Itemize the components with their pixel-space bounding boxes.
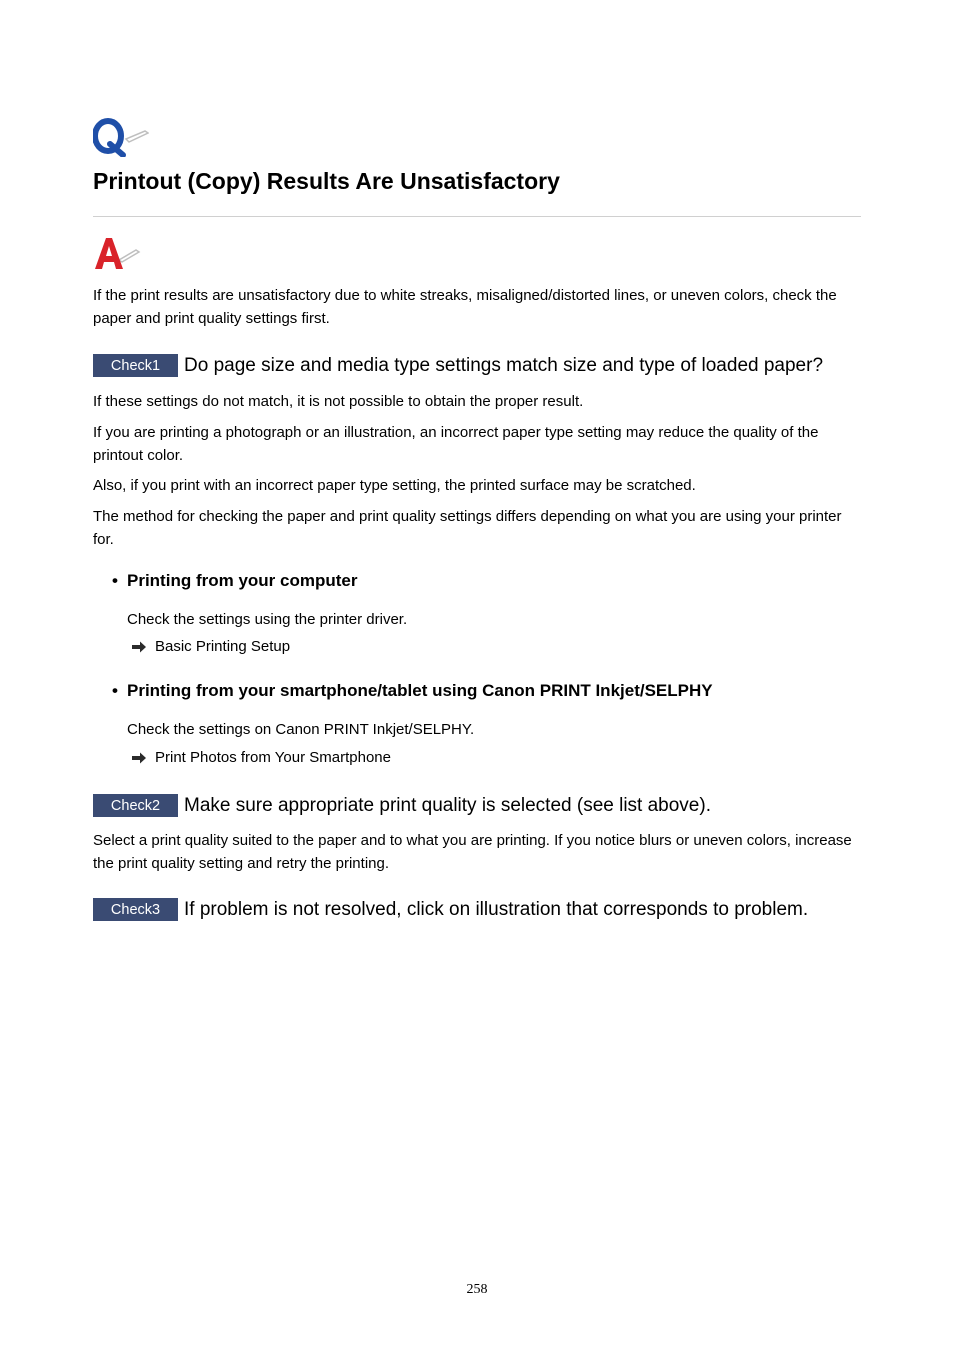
answer-icon bbox=[93, 236, 141, 272]
check1-paragraph-1: If these settings do not match, it is not possible to obtain the proper result. bbox=[93, 393, 584, 410]
check1-title: Do page size and media type settings match size and type of loaded paper? bbox=[184, 355, 824, 376]
check3-title: If problem is not resolved, click on illustration that corresponds to problem. bbox=[184, 899, 809, 920]
check3-heading bbox=[93, 898, 808, 921]
check2-badge: Check2 bbox=[93, 794, 178, 817]
list-item-desc: Check the settings using the printer driver. bbox=[127, 611, 408, 628]
bullet: • bbox=[112, 681, 118, 700]
print-photos-smartphone-link[interactable] bbox=[131, 749, 391, 766]
basic-printing-setup-link[interactable] bbox=[131, 638, 290, 655]
bullet: • bbox=[112, 571, 118, 590]
intro-text: If the print results are unsatisfactory due to white streaks, misaligned/distorted lines, or uneven colors, check the paper and print quality settings first. bbox=[93, 287, 837, 327]
title-divider bbox=[93, 216, 861, 217]
check2-title: Make sure appropriate print quality is selected (see list above). bbox=[184, 795, 711, 816]
list-item bbox=[112, 681, 713, 701]
arrow-right-icon bbox=[131, 641, 147, 653]
arrow-right-icon bbox=[131, 752, 147, 764]
list-item bbox=[112, 571, 357, 591]
check1-paragraph-2: If you are printing a photograph or an illustration, an incorrect paper type setting may reduce the quality of the printout color. bbox=[93, 424, 819, 464]
check3-badge: Check3 bbox=[93, 898, 178, 921]
check1-paragraph-4: The method for checking the paper and print quality settings differs depending on what you are using your printer for. bbox=[93, 508, 842, 548]
list-item-desc: Check the settings on Canon PRINT Inkjet/SELPHY. bbox=[127, 721, 475, 738]
page-title: Printout (Copy) Results Are Unsatisfactory bbox=[93, 168, 560, 194]
question-icon bbox=[93, 117, 149, 157]
page-number: 258 bbox=[466, 1282, 488, 1297]
list-item-label: Printing from your computer bbox=[127, 571, 358, 590]
list-item-label: Printing from your smartphone/tablet using Canon PRINT Inkjet/SELPHY bbox=[127, 681, 713, 700]
check2-paragraph: Select a print quality suited to the paper and to what you are printing. If you notice blurs or uneven colors, increase the print quality setting and retry the printing. bbox=[93, 832, 852, 872]
link-label[interactable]: Basic Printing Setup bbox=[155, 638, 291, 655]
check1-heading bbox=[93, 354, 823, 377]
check2-heading bbox=[93, 794, 711, 817]
link-label[interactable]: Print Photos from Your Smartphone bbox=[155, 749, 391, 766]
check1-badge: Check1 bbox=[93, 354, 178, 377]
check1-paragraph-3: Also, if you print with an incorrect paper type setting, the printed surface may be scratched. bbox=[93, 477, 696, 494]
